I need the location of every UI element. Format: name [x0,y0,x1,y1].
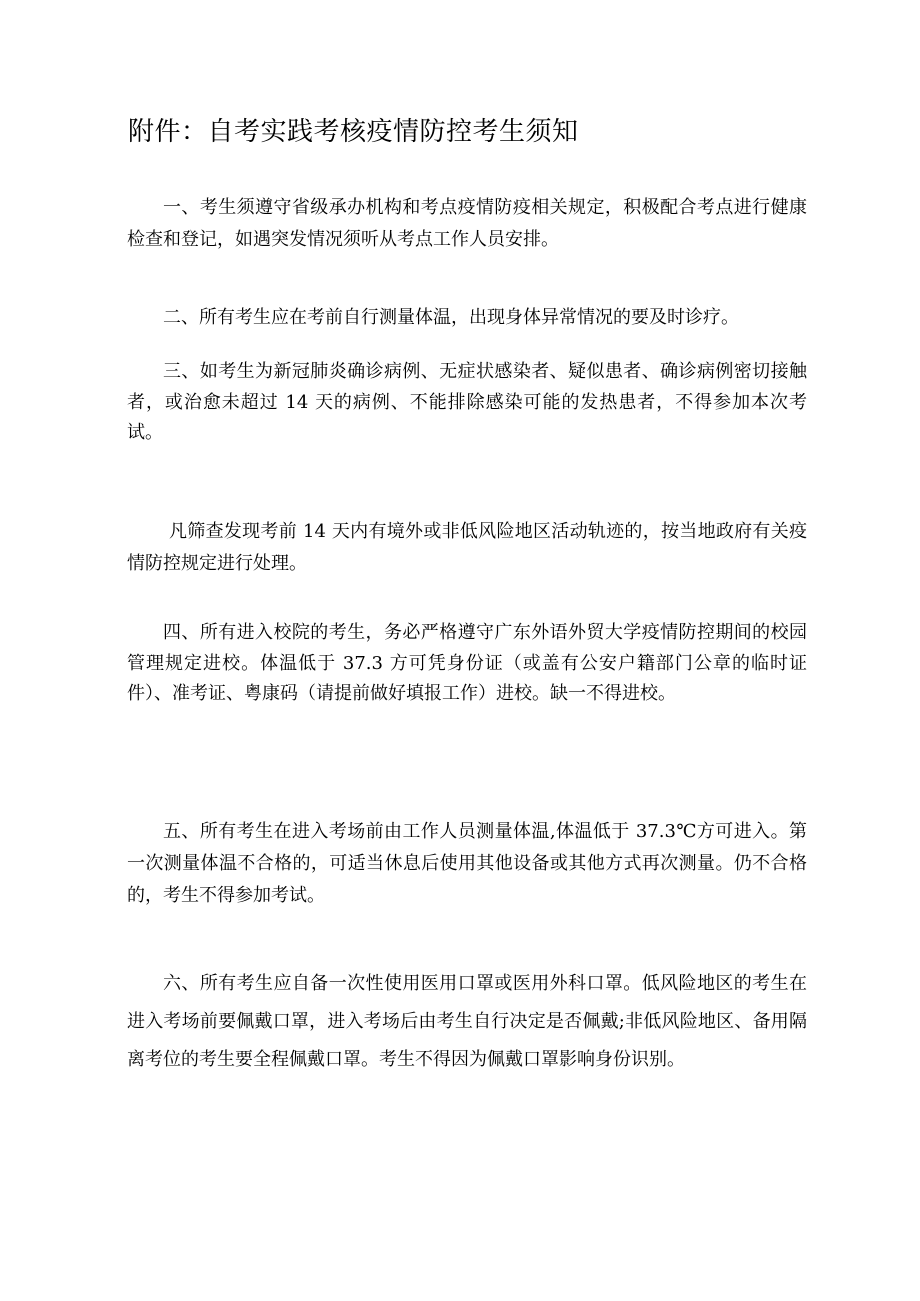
paragraph-5: 四、所有进入校院的考生，务必严格遵守广东外语外贸大学疫情防控期间的校园管理规定进校。体温低于 37.3 方可凭身份证（或盖有公安户籍部门公章的临时证件）、准考证、粤康码（请提前做好填报工作）进校。缺一不得进校。 [127,622,807,705]
paragraph-6: 五、所有考生在进入考场前由工作人员测量体温,体温低于 37.3℃方可进入。第一次测量体温不合格的，可适当休息后使用其他设备或其他方式再次测量。仍不合格的，考生不得参加考试。 [127,821,807,907]
paragraph-2: 二、所有考生应在考前自行测量体温，出现身体异常情况的要及时诊疗。 [163,307,739,328]
paragraph-1: 一、考生须遵守省级承办机构和考点疫情防疫相关规定，积极配合考点进行健康检查和登记，如遇突发情况须听从考点工作人员安排。 [127,197,807,251]
paragraph-7: 六、所有考生应自备一次性使用医用口罩或医用外科口罩。低风险地区的考生在进入考场前要佩戴口罩，进入考场后由考生自行决定是否佩戴;非低风险地区、备用隔离考位的考生要全程佩戴口罩。考生不得因为佩戴口罩影响身份识别。 [127,973,807,1071]
document-title: 附件：自考实践考核疫情防控考生须知 [128,117,579,147]
paragraph-4: 凡筛查发现考前 14 天内有境外或非低风险地区活动轨迹的，按当地政府有关疫情防控规定进行处理。 [127,521,807,575]
paragraph-3: 三、如考生为新冠肺炎确诊病例、无症状感染者、疑似患者、确诊病例密切接触者，或治愈未超过 14 天的病例、不能排除感染可能的发热患者，不得参加本次考试。 [127,361,807,444]
